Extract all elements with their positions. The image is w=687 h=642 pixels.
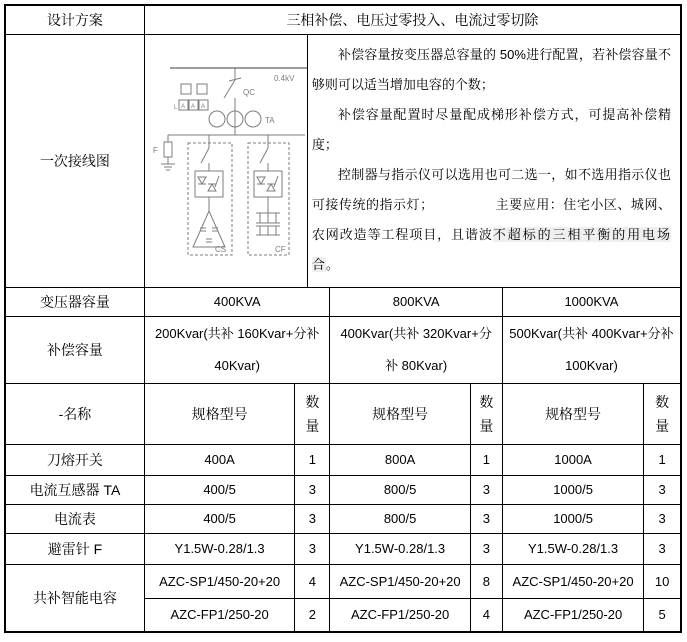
transformer-capacity-label: 变压器容量 bbox=[5, 287, 144, 316]
wiring-diagram-row bbox=[5, 34, 681, 287]
table-row bbox=[5, 504, 681, 533]
transformer-capacity-value: 1000KVA bbox=[502, 287, 681, 316]
item-spec: 1000/5 bbox=[502, 504, 643, 533]
note-paragraph: 补偿容量按变压器总容量的 50%进行配置，若补偿容量不够则可以适当增加电容的个数； bbox=[311, 46, 671, 92]
spec-column-header: 规格型号 bbox=[502, 383, 643, 444]
qty-header-char: 数 bbox=[305, 393, 320, 410]
cs-branch-label: CS bbox=[214, 244, 227, 254]
qty-header-char: 数 bbox=[655, 393, 670, 410]
ammeter-icon: A bbox=[190, 103, 195, 110]
item-qty: 3 bbox=[644, 533, 681, 564]
item-qty: 1 bbox=[470, 444, 502, 475]
spec-column-header: 规格型号 bbox=[144, 383, 294, 444]
item-qty: 3 bbox=[470, 475, 502, 504]
item-qty: 1 bbox=[295, 444, 330, 475]
item-spec: 400A bbox=[144, 444, 294, 475]
design-scheme-value: 三相补偿、电压过零投入、电流过零切除 bbox=[144, 5, 681, 34]
compensation-capacity-value bbox=[330, 316, 502, 383]
table-row bbox=[5, 444, 681, 475]
item-spec: 1000/5 bbox=[502, 475, 643, 504]
item-qty: 4 bbox=[295, 564, 330, 598]
design-notes bbox=[308, 35, 680, 287]
transformer-capacity-value: 800KVA bbox=[330, 287, 502, 316]
name-column-header: -名称 bbox=[5, 383, 144, 444]
item-spec: AZC-FP1/250-20 bbox=[502, 598, 643, 632]
item-name: 避雷针 F bbox=[5, 533, 144, 564]
wiring-diagram-label: 一次接线图 bbox=[5, 34, 144, 287]
note-paragraph bbox=[312, 160, 671, 280]
item-spec: AZC-FP1/250-20 bbox=[144, 598, 294, 632]
item-spec: Y1.5W-0.28/1.3 bbox=[144, 533, 294, 564]
single-line-diagram-svg bbox=[145, 35, 307, 287]
item-spec: 400/5 bbox=[144, 504, 294, 533]
compensation-line: 100Kvar) bbox=[565, 357, 618, 373]
item-spec: 800A bbox=[330, 444, 470, 475]
qty-column-header bbox=[295, 383, 330, 444]
item-qty: 3 bbox=[470, 533, 502, 564]
item-qty: 1 bbox=[644, 444, 681, 475]
compensation-line: 400Kvar(共补 320Kvar+分 bbox=[340, 325, 492, 341]
item-qty: 3 bbox=[470, 504, 502, 533]
item-spec: AZC-SP1/450-20+20 bbox=[502, 564, 643, 598]
spec-column-header: 规格型号 bbox=[330, 383, 470, 444]
item-qty: 3 bbox=[295, 504, 330, 533]
spec-table bbox=[4, 4, 682, 633]
item-spec: Y1.5W-0.28/1.3 bbox=[502, 533, 643, 564]
item-qty: 2 bbox=[295, 598, 330, 632]
item-name: 电流表 bbox=[5, 504, 144, 533]
qty-header-char: 数 bbox=[479, 393, 494, 410]
compensation-line: 200Kvar(共补 160Kvar+分补 bbox=[154, 325, 320, 341]
item-name: 共补智能电容 bbox=[5, 564, 144, 632]
bus-voltage-label: 0.4kV bbox=[273, 73, 295, 83]
item-name: 刀熔开关 bbox=[5, 444, 144, 475]
qty-column-header bbox=[644, 383, 681, 444]
arrester-label: F bbox=[152, 145, 158, 155]
note-text: 。 bbox=[325, 256, 339, 272]
item-qty: 3 bbox=[295, 475, 330, 504]
wiring-diagram-cell bbox=[144, 34, 681, 287]
qty-column-header bbox=[470, 383, 502, 444]
qty-header-char: 量 bbox=[305, 417, 320, 434]
item-spec: 400/5 bbox=[144, 475, 294, 504]
note-text: 控制器与指示仪可以选用也可二选一，如不选用指示仪也可接传统的指示灯； bbox=[311, 166, 671, 212]
design-scheme-row bbox=[5, 5, 681, 34]
item-qty: 10 bbox=[644, 564, 681, 598]
table-row bbox=[5, 475, 681, 504]
qty-header-char: 量 bbox=[479, 417, 494, 434]
item-qty: 3 bbox=[295, 533, 330, 564]
item-spec: AZC-FP1/250-20 bbox=[330, 598, 470, 632]
transformer-capacity-value: 400KVA bbox=[144, 287, 330, 316]
compensation-line: 补 80Kvar) bbox=[385, 357, 448, 373]
compensation-capacity-row bbox=[5, 316, 681, 383]
item-spec: 1000A bbox=[502, 444, 643, 475]
compensation-line: 500Kvar(共补 400Kvar+分补 bbox=[509, 325, 674, 341]
ta-ct-label: TA bbox=[264, 115, 275, 125]
table-row bbox=[5, 564, 681, 598]
ammeter-icon: A bbox=[180, 103, 185, 110]
table-row bbox=[5, 533, 681, 564]
item-spec: Y1.5W-0.28/1.3 bbox=[330, 533, 470, 564]
item-qty: 4 bbox=[470, 598, 502, 632]
qty-header-char: 量 bbox=[655, 417, 670, 434]
column-header-row bbox=[5, 383, 681, 444]
qc-switch-label: QC bbox=[242, 87, 255, 97]
note-paragraph: 补偿容量配置时尽量配成梯形补偿方式，可提高补偿精度； bbox=[311, 106, 671, 152]
item-spec: 800/5 bbox=[330, 475, 470, 504]
meter-prefix-label: L bbox=[173, 104, 178, 111]
note-text-highlight: 不超标的三相平衡的用电场合 bbox=[311, 226, 671, 272]
compensation-capacity-value bbox=[502, 316, 681, 383]
item-qty: 5 bbox=[644, 598, 681, 632]
transformer-capacity-row bbox=[5, 287, 681, 316]
item-spec: AZC-SP1/450-20+20 bbox=[144, 564, 294, 598]
compensation-line: 40Kvar) bbox=[214, 357, 260, 373]
note-text: 主要应用：住宅小区、城网、农网改造等工程项目，且谐波 bbox=[311, 196, 671, 242]
single-line-diagram bbox=[145, 35, 308, 287]
item-name: 电流互感器 TA bbox=[5, 475, 144, 504]
item-qty: 3 bbox=[644, 504, 681, 533]
compensation-capacity-value bbox=[144, 316, 330, 383]
ammeter-icon: A bbox=[200, 103, 205, 110]
compensation-capacity-label: 补偿容量 bbox=[5, 316, 144, 383]
design-scheme-label: 设计方案 bbox=[5, 5, 144, 34]
item-qty: 3 bbox=[644, 475, 681, 504]
item-spec: AZC-SP1/450-20+20 bbox=[330, 564, 470, 598]
item-qty: 8 bbox=[470, 564, 502, 598]
item-spec: 800/5 bbox=[330, 504, 470, 533]
cf-branch-label: CF bbox=[274, 244, 286, 254]
